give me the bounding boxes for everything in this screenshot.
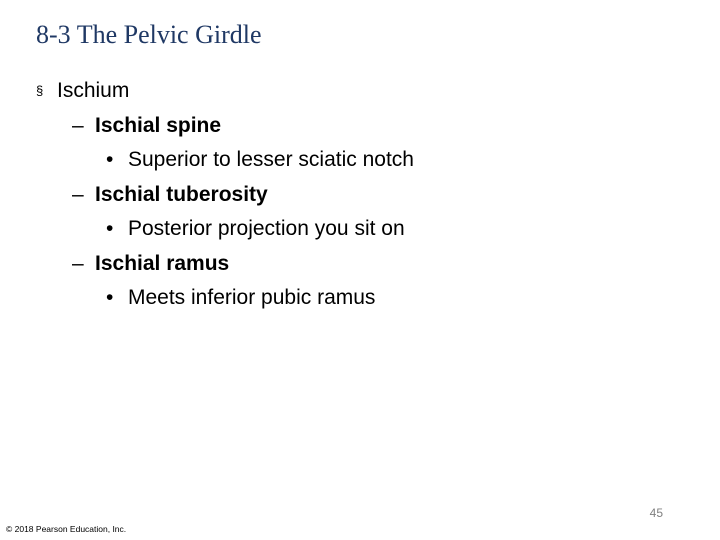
bullet-item-ischium	[0, 74, 700, 109]
detail-item-text: Meets inferior pubic ramus	[128, 286, 376, 309]
dot-bullet-icon: •	[106, 148, 114, 171]
sub-item-text: Ischial spine	[95, 113, 222, 137]
dot-bullet-icon: •	[106, 286, 114, 309]
bullet-outline	[0, 74, 700, 316]
page-number: 45	[649, 506, 663, 520]
detail-item-text: Posterior projection you sit on	[128, 217, 405, 240]
detail-item-superior-notch	[0, 143, 700, 178]
slide-title: 8-3 The Pelvic Girdle	[36, 20, 262, 49]
detail-item-posterior-projection	[0, 212, 700, 247]
dash-bullet-icon: –	[72, 182, 84, 206]
square-bullet-icon: §	[36, 83, 44, 98]
sub-item-ischial-tuberosity	[0, 178, 700, 213]
dash-bullet-icon: –	[72, 113, 84, 137]
sub-item-ischial-ramus	[0, 247, 700, 282]
sub-item-text: Ischial ramus	[95, 251, 230, 275]
dash-bullet-icon: –	[72, 251, 84, 275]
sub-item-ischial-spine	[0, 109, 700, 144]
copyright-notice: © 2018 Pearson Education, Inc.	[6, 524, 127, 534]
sub-item-text: Ischial tuberosity	[95, 182, 268, 206]
detail-item-text: Superior to lesser sciatic notch	[128, 148, 414, 171]
bullet-text: Ischium	[57, 79, 130, 102]
dot-bullet-icon: •	[106, 217, 114, 240]
detail-item-meets-pubic-ramus	[0, 281, 700, 316]
